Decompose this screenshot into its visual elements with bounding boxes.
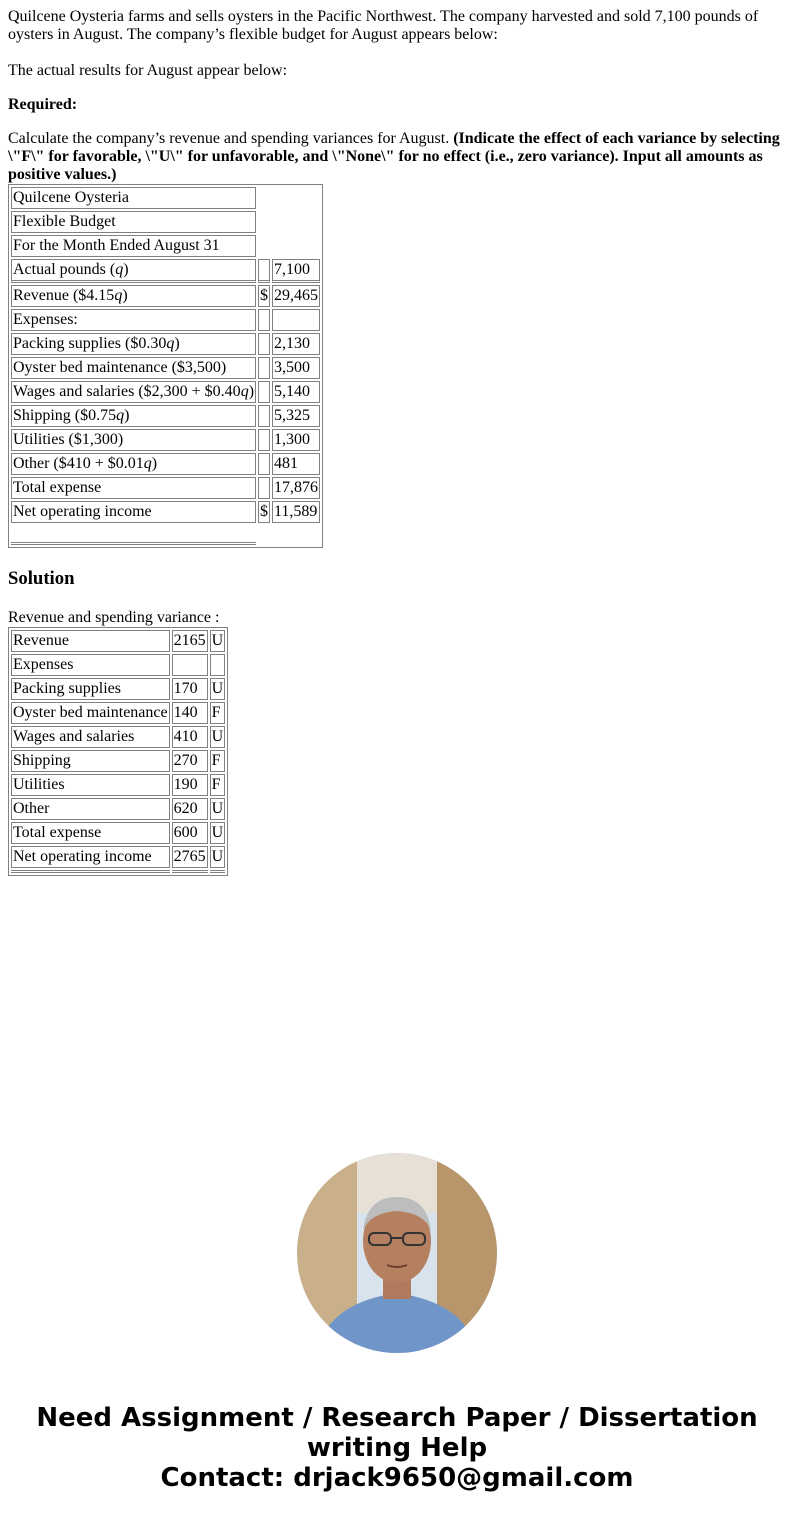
- variance-label: Oyster bed maintenance: [11, 702, 170, 724]
- variance-effect: U: [210, 726, 226, 748]
- actual-results-intro: The actual results for August appear below:: [8, 62, 288, 79]
- promo-line: Need Assignment / Research Paper / Dissertation: [36, 1403, 758, 1433]
- instruction-note: (Indicate the effect of each variance by selecting \"F\" for favorable, \"U\" for unfavorable, and \"None\" for no effect (i.e., zero variance). Input all amounts as positive values.): [8, 130, 780, 183]
- empty-cell: [258, 429, 270, 451]
- empty-cell: [258, 357, 270, 379]
- variance-row: [11, 822, 225, 844]
- expense-label: Packing supplies ($0.30q): [11, 333, 256, 355]
- problem-intro: Quilcene Oysteria farms and sells oysters in the Pacific Northwest. The company harvested and sold 7,100 pounds of oysters in August. The company’s flexible budget for August appears below:: [8, 8, 759, 43]
- budget-title-row: [11, 211, 320, 233]
- expense-label: Wages and salaries ($2,300 + $0.40q): [11, 381, 256, 403]
- required-heading: [8, 96, 786, 114]
- double-rule-row: [11, 525, 320, 545]
- expense-row: [11, 405, 320, 427]
- variance-amount: 140: [172, 702, 208, 724]
- solution-heading: Solution: [8, 568, 75, 589]
- variance-label: Revenue: [11, 630, 170, 652]
- expense-row: [11, 357, 320, 379]
- expense-label: Other ($410 + $0.01q): [11, 453, 256, 475]
- expense-label: Shipping ($0.75q): [11, 405, 256, 427]
- variance-amount: 2765: [172, 846, 208, 868]
- flexible-budget-table: [8, 184, 323, 548]
- double-underline: [11, 525, 256, 545]
- double-underline: [210, 870, 226, 873]
- revenue-row: [11, 285, 320, 307]
- expense-value: 481: [272, 453, 320, 475]
- instruction: [8, 130, 786, 184]
- total-expense-value: 17,876: [272, 477, 320, 499]
- variance-amount: 620: [172, 798, 208, 820]
- variance-effect: F: [210, 750, 226, 772]
- variance-label: Packing supplies: [11, 678, 170, 700]
- empty-cell: [258, 381, 270, 403]
- variance-amount: 2165: [172, 630, 208, 652]
- net-income-value: 11,589: [272, 501, 320, 523]
- promo-banner: [0, 1403, 794, 1493]
- variance-label: Utilities: [11, 774, 170, 796]
- variance-label: Shipping: [11, 750, 170, 772]
- variance-effect: F: [210, 774, 226, 796]
- variance-row: [11, 846, 225, 868]
- total-expense-row: [11, 477, 320, 499]
- variance-effect: U: [210, 678, 226, 700]
- expense-row: [11, 381, 320, 403]
- variance-effect: F: [210, 702, 226, 724]
- author-photo-icon: [297, 1153, 497, 1353]
- variance-amount: [172, 654, 208, 676]
- expense-value: 5,325: [272, 405, 320, 427]
- variance-label: Expenses: [11, 654, 170, 676]
- empty-cell: [258, 333, 270, 355]
- solution-subheading: Revenue and spending variance :: [8, 609, 220, 626]
- variance-effect: [210, 654, 226, 676]
- variance-effect: U: [210, 846, 226, 868]
- variance-label: Wages and salaries: [11, 726, 170, 748]
- variance-row: [11, 654, 225, 676]
- double-rule-row: [11, 870, 225, 873]
- author-photo: [297, 1153, 497, 1353]
- promo-contact: Contact: drjack9650@gmail.com: [160, 1463, 634, 1493]
- revenue-value: 29,465: [272, 285, 320, 307]
- variance-row: [11, 798, 225, 820]
- expenses-header-row: [11, 309, 320, 331]
- variance-amount: 270: [172, 750, 208, 772]
- double-underline: [11, 870, 170, 873]
- variance-row: [11, 726, 225, 748]
- expense-row: [11, 429, 320, 451]
- variance-table: [8, 627, 228, 876]
- actual-pounds-row: [11, 259, 320, 283]
- expense-value: 1,300: [272, 429, 320, 451]
- expense-label: Utilities ($1,300): [11, 429, 256, 451]
- expense-value: 2,130: [272, 333, 320, 355]
- expense-value: 3,500: [272, 357, 320, 379]
- variance-row: [11, 630, 225, 652]
- net-income-symbol: $: [258, 501, 270, 523]
- budget-title-row: [11, 187, 320, 209]
- variance-amount: 410: [172, 726, 208, 748]
- variance-effect: U: [210, 798, 226, 820]
- expense-row: [11, 453, 320, 475]
- variance-effect: U: [210, 822, 226, 844]
- variance-label: Other: [11, 798, 170, 820]
- actual-pounds-symbol: [258, 259, 270, 283]
- actual-pounds-label: Actual pounds (q): [11, 259, 256, 283]
- variance-amount: 190: [172, 774, 208, 796]
- variance-row: [11, 702, 225, 724]
- net-operating-income-row: [11, 501, 320, 523]
- budget-period: For the Month Ended August 31: [11, 235, 256, 257]
- company-name: Quilcene Oysteria: [11, 187, 256, 209]
- empty-cell: [258, 309, 270, 331]
- empty-cell: [258, 453, 270, 475]
- empty-cell: [272, 309, 320, 331]
- revenue-label: Revenue ($4.15q): [11, 285, 256, 307]
- variance-row: [11, 678, 225, 700]
- double-underline: [172, 870, 208, 873]
- expenses-label: Expenses:: [11, 309, 256, 331]
- variance-amount: 170: [172, 678, 208, 700]
- empty-cell: [258, 405, 270, 427]
- required-label: Required:: [8, 96, 78, 113]
- instruction-text: Calculate the company’s revenue and spending variances for August.: [8, 130, 454, 147]
- total-expense-label: Total expense: [11, 477, 256, 499]
- variance-row: [11, 774, 225, 796]
- variance-label: Net operating income: [11, 846, 170, 868]
- expense-label: Oyster bed maintenance ($3,500): [11, 357, 256, 379]
- promo-line: writing Help: [306, 1433, 488, 1463]
- expense-value: 5,140: [272, 381, 320, 403]
- net-income-label: Net operating income: [11, 501, 256, 523]
- empty-cell: [258, 477, 270, 499]
- variance-label: Total expense: [11, 822, 170, 844]
- budget-title-row: [11, 235, 320, 257]
- variance-effect: U: [210, 630, 226, 652]
- expense-row: [11, 333, 320, 355]
- revenue-symbol: $: [258, 285, 270, 307]
- variance-row: [11, 750, 225, 772]
- variance-amount: 600: [172, 822, 208, 844]
- budget-title: Flexible Budget: [11, 211, 256, 233]
- actual-pounds-value: 7,100: [272, 259, 320, 283]
